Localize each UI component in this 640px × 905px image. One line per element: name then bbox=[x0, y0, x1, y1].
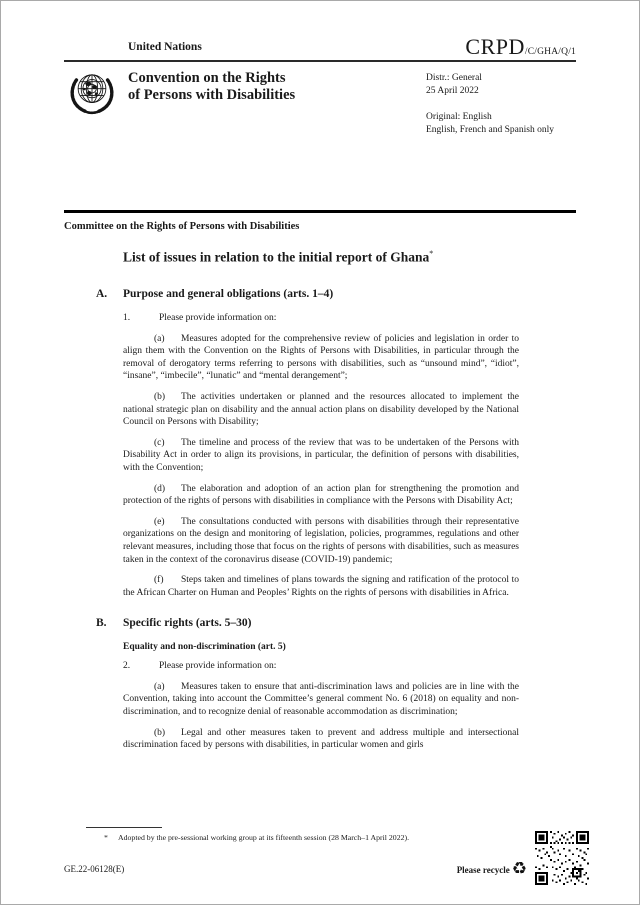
section-letter-b: B. bbox=[96, 617, 107, 630]
document-date: 25 April 2022 bbox=[426, 86, 479, 96]
paragraph-letter: (e) bbox=[154, 516, 165, 527]
paragraph-text: The consultations conducted with persons with disabilities through their representative organizations on the design and monitoring of legislation, policies, programmes, regulations and other relevant measures, including those that focus on the rights of persons with disabilities, such as measures taken in the context of the coronavirus disease (COVID-19) pandemic; bbox=[123, 516, 519, 565]
paragraph-1a bbox=[123, 333, 519, 383]
paragraph-2a bbox=[123, 681, 519, 719]
header-rule bbox=[64, 60, 576, 62]
distribution-label: Distr.: General bbox=[426, 73, 482, 83]
footnote-marker: * bbox=[104, 833, 108, 842]
paragraph-number: 1. bbox=[123, 313, 131, 323]
document-symbol bbox=[465, 34, 576, 60]
title-footnote-marker: * bbox=[429, 249, 434, 258]
paragraph-text: Measures adopted for the comprehensive review of policies and legislation in order to align them with the Convention on the Rights of Persons with Disabilities, in particular through the removal of derogatory terms referring to persons with disabilities, such as “unsound mind”, “idiot”, “insane”, “imbecile”, “lunatic” and “mental derangement”; bbox=[123, 333, 519, 382]
paragraph-text: The elaboration and adoption of an action plan for strengthening the promotion and protection of the rights of persons with disabilities in compliance with the Persons with Disability Act; bbox=[123, 483, 519, 507]
committee-heading: Committee on the Rights of Persons with Disabilities bbox=[64, 221, 300, 232]
paragraph-letter: (b) bbox=[154, 727, 166, 738]
paragraph-text: The activities undertaken or planned and the resources allocated to implement the national strategic plan on disability and the annual action plans on disability developed by the National Council on Persons with Disability; bbox=[123, 391, 519, 428]
paragraph-text: Please provide information on: bbox=[159, 313, 277, 323]
section-heading-a bbox=[96, 288, 519, 300]
document-metadata bbox=[426, 72, 554, 137]
document-symbol-main: CRPD bbox=[465, 34, 525, 59]
paragraph-text: Steps taken and timelines of plans towards the signing and ratification of the protocol to the African Charter on Human and Peoples’ Rights on the rights of persons with disabilities in Africa. bbox=[123, 575, 519, 598]
section-title-b: Specific rights (arts. 5–30) bbox=[123, 617, 252, 630]
section-heading-b bbox=[96, 617, 519, 630]
title-rule bbox=[64, 210, 576, 213]
paragraph-1f bbox=[123, 574, 519, 599]
paragraph-letter: (f) bbox=[154, 575, 164, 586]
recycle-icon: ♻ bbox=[511, 859, 527, 879]
qr-code bbox=[535, 831, 589, 885]
paragraph-number: 2. bbox=[123, 661, 131, 672]
paragraph-text: The timeline and process of the review that was to be undertaken of the Persons with Disability Act in order to align its provisions, in particular, the definition of persons with disabilities, with the Convention; bbox=[123, 437, 519, 473]
convention-title-line2: of Persons with Disabilities bbox=[128, 87, 296, 103]
paragraph-letter: (a) bbox=[154, 681, 165, 692]
paragraph-2 bbox=[123, 660, 519, 673]
paragraph-1e bbox=[123, 516, 519, 566]
footnote-text: Adopted by the pre-sessional working group at its fifteenth session (28 March–1 April 2022). bbox=[118, 833, 410, 842]
document-body bbox=[96, 288, 519, 760]
page-title-text: List of issues in relation to the initial report of Ghana bbox=[123, 249, 430, 265]
paragraph-letter: (b) bbox=[154, 391, 166, 402]
convention-title-line1: Convention on the Rights bbox=[128, 70, 286, 86]
paragraph-1b bbox=[123, 391, 519, 429]
paragraph-1d bbox=[123, 483, 519, 508]
org-name: United Nations bbox=[128, 41, 202, 53]
section-title-a: Purpose and general obligations (arts. 1–4) bbox=[123, 288, 334, 300]
available-languages: English, French and Spanish only bbox=[426, 125, 554, 135]
recycle-label: Please recycle bbox=[456, 864, 510, 875]
paragraph-letter: (c) bbox=[154, 437, 165, 448]
recycle-note bbox=[457, 861, 527, 878]
paragraph-text: Legal and other measures taken to prevent and address multiple and intersectional discrimination faced by persons with disabilities, in particular women and girls bbox=[123, 727, 519, 751]
page-title bbox=[123, 249, 433, 266]
convention-title bbox=[128, 70, 295, 104]
paragraph-2b bbox=[123, 727, 519, 752]
paragraph-1 bbox=[123, 312, 519, 325]
section-letter-a: A. bbox=[96, 288, 108, 300]
document-number: GE.22-06128(E) bbox=[64, 864, 125, 874]
paragraph-text: Please provide information on: bbox=[159, 661, 277, 672]
subsection-heading-equality: Equality and non-discrimination (art. 5) bbox=[123, 642, 286, 653]
paragraph-1c bbox=[123, 437, 519, 475]
paragraph-letter: (d) bbox=[154, 483, 166, 494]
un-emblem-icon bbox=[66, 67, 118, 119]
original-language: Original: English bbox=[426, 112, 492, 122]
paragraph-text: Measures taken to ensure that anti-discrimination laws and policies are in line with the Convention, taking into account the Committee’s general comment No. 6 (2018) on equality and non-discrimination, and to recognize denial of reasonable accommodation as discrimination; bbox=[123, 681, 519, 718]
footnote bbox=[104, 833, 544, 843]
paragraph-letter: (a) bbox=[154, 333, 165, 344]
document-symbol-suffix: /C/GHA/Q/1 bbox=[524, 47, 576, 57]
footnote-rule bbox=[86, 827, 162, 828]
